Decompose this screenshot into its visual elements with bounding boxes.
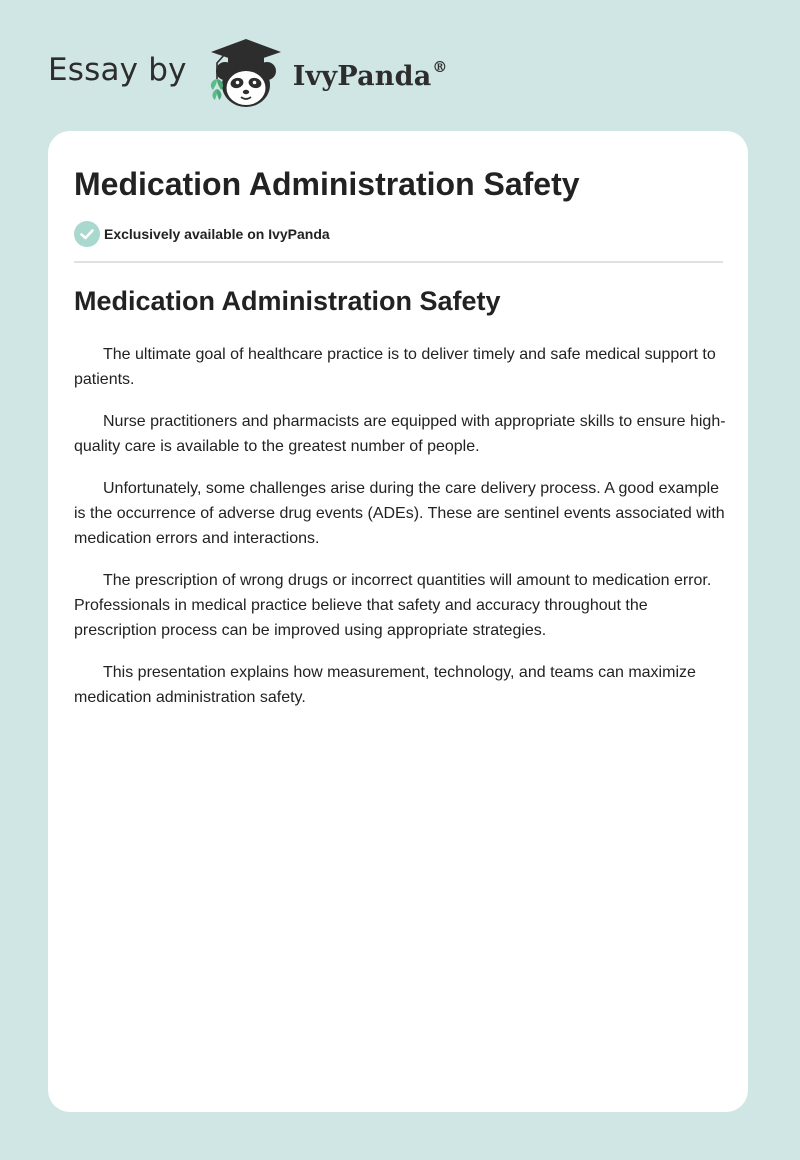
essay-by-label: Essay by (48, 52, 187, 88)
paragraph-3: Unfortunately, some challenges arise during the care delivery process. A good example is the occurrence of adverse drug events (ADEs). These are sentinel events associated with medication errors and interactions. (74, 480, 725, 547)
essay-card (48, 131, 748, 1112)
registered-mark: ® (432, 58, 448, 76)
panda-graduate-icon (201, 33, 291, 111)
exclusive-badge (74, 221, 330, 247)
paragraph-2: Nurse practitioners and pharmacists are equipped with appropriate skills to ensure high-quality care is available to the greatest number of people. (74, 413, 726, 455)
essay-body (74, 342, 726, 727)
brand-name: IvyPanda® (292, 58, 448, 92)
site-header (48, 32, 448, 112)
check-circle-icon (74, 221, 100, 247)
title-divider (74, 261, 723, 263)
exclusive-badge-label: Exclusively available on IvyPanda (104, 226, 330, 242)
paragraph-4: The prescription of wrong drugs or incorrect quantities will amount to medication error. Professionals in medical practice believe that safety and accuracy throughout the prescription process can be improved using appropriate strategies. (74, 572, 712, 639)
section-heading: Medication Administration Safety (74, 286, 501, 316)
page-title: Medication Administration Safety (74, 166, 580, 202)
paragraph-5: This presentation explains how measurement, technology, and teams can maximize medication administration safety. (74, 664, 696, 706)
paragraph-1: The ultimate goal of healthcare practice is to deliver timely and safe medical support to patients. (74, 346, 716, 388)
